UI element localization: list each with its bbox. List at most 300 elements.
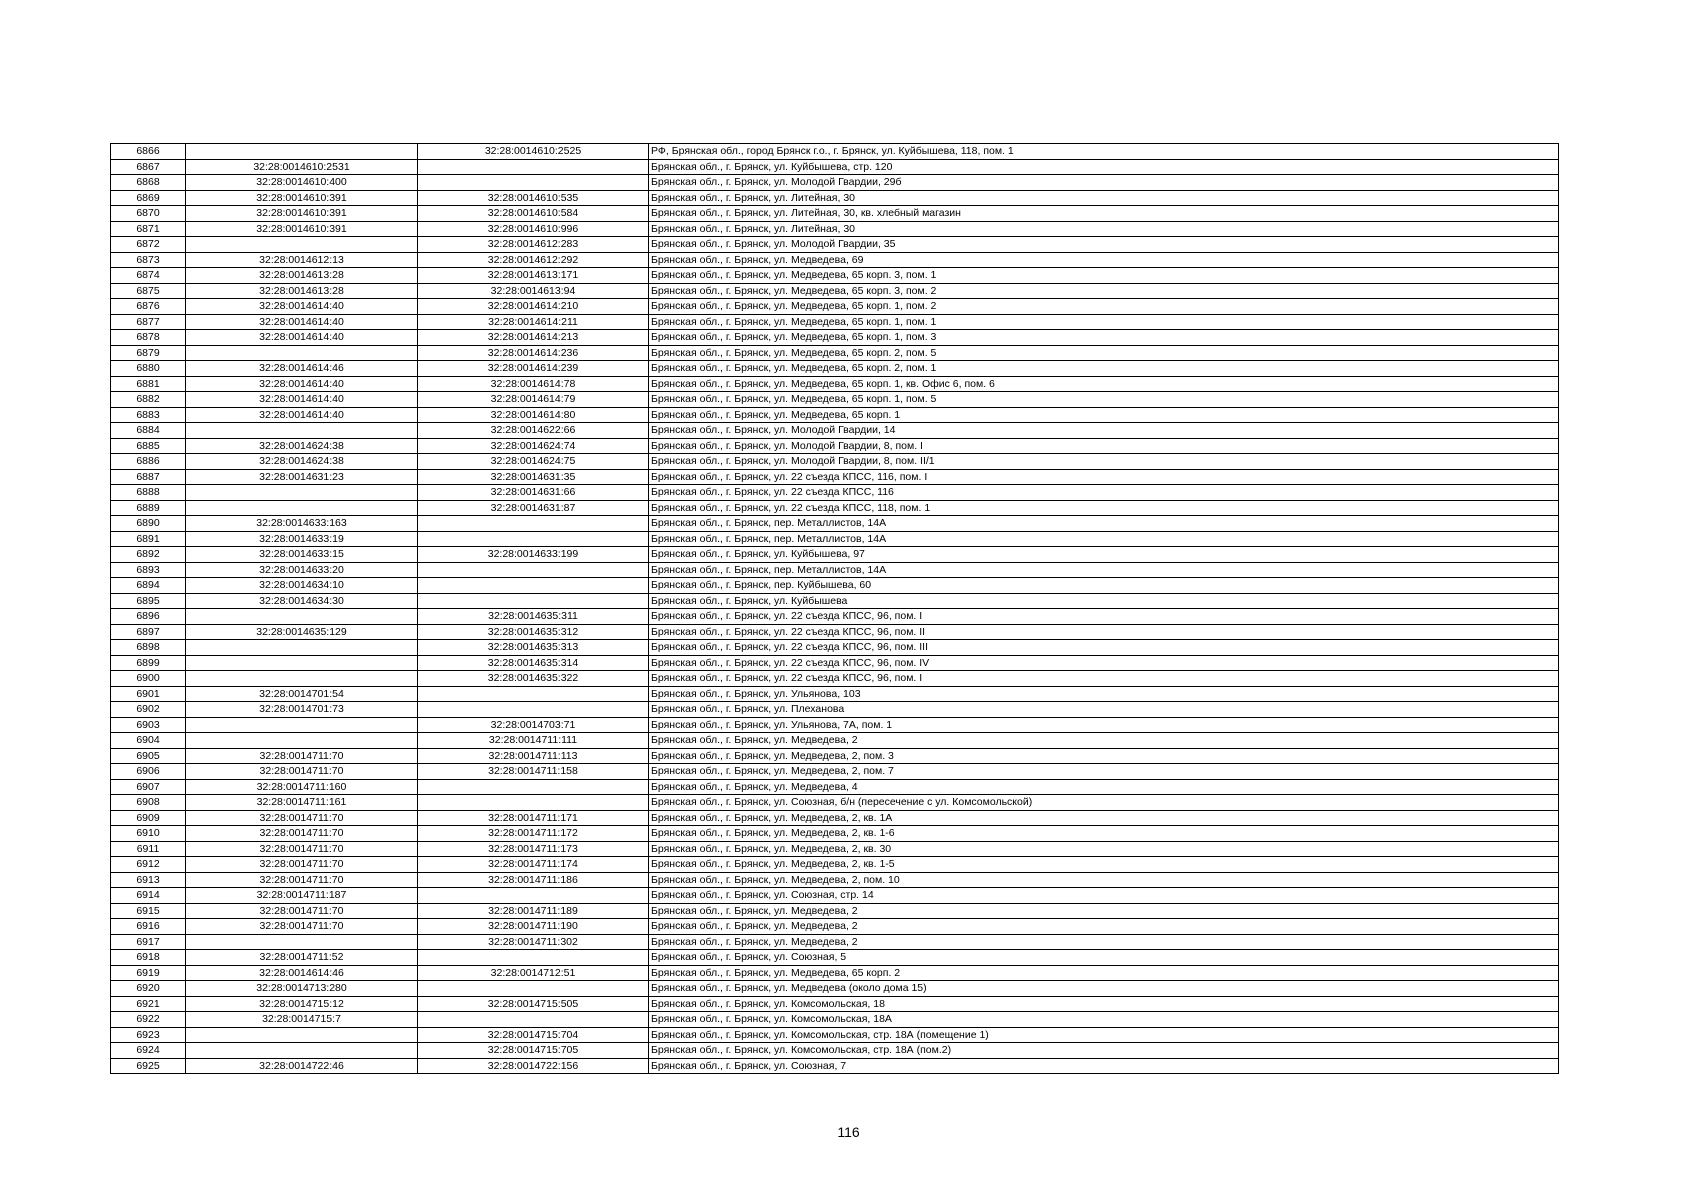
row-number-cell: 6905	[111, 748, 186, 764]
land-cadastral-number-cell	[186, 1027, 418, 1043]
land-cadastral-number-cell	[186, 237, 418, 253]
table-row	[111, 671, 1559, 687]
building-cadastral-number-cell	[418, 686, 649, 702]
building-cadastral-number-cell: 32:28:0014711:158	[418, 764, 649, 780]
row-number-cell: 6903	[111, 717, 186, 733]
land-cadastral-number-cell	[186, 1043, 418, 1059]
building-cadastral-number-cell: 32:28:0014711:186	[418, 872, 649, 888]
land-cadastral-number-cell: 32:28:0014711:70	[186, 826, 418, 842]
address-cell: Брянская обл., г. Брянск, ул. Медведева, 2	[649, 919, 1559, 935]
row-number-cell: 6918	[111, 950, 186, 966]
row-number-cell: 6909	[111, 810, 186, 826]
land-cadastral-number-cell: 32:28:0014715:7	[186, 1012, 418, 1028]
building-cadastral-number-cell	[418, 159, 649, 175]
table-row	[111, 268, 1559, 284]
address-cell: Брянская обл., г. Брянск, ул. Молодой Гвардии, 35	[649, 237, 1559, 253]
row-number-cell: 6886	[111, 454, 186, 470]
table-row	[111, 175, 1559, 191]
building-cadastral-number-cell: 32:28:0014635:311	[418, 609, 649, 625]
land-cadastral-number-cell: 32:28:0014713:280	[186, 981, 418, 997]
building-cadastral-number-cell	[418, 578, 649, 594]
table-row	[111, 206, 1559, 222]
table-row	[111, 283, 1559, 299]
land-cadastral-number-cell	[186, 655, 418, 671]
address-cell: Брянская обл., г. Брянск, пер. Металлистов, 14А	[649, 516, 1559, 532]
row-number-cell: 6877	[111, 314, 186, 330]
land-cadastral-number-cell: 32:28:0014711:70	[186, 919, 418, 935]
address-cell: Брянская обл., г. Брянск, ул. Плеханова	[649, 702, 1559, 718]
row-number-cell: 6904	[111, 733, 186, 749]
table-row	[111, 485, 1559, 501]
land-cadastral-number-cell: 32:28:0014711:52	[186, 950, 418, 966]
row-number-cell: 6872	[111, 237, 186, 253]
land-cadastral-number-cell	[186, 609, 418, 625]
table-row	[111, 252, 1559, 268]
table-row	[111, 500, 1559, 516]
table-row	[111, 779, 1559, 795]
building-cadastral-number-cell	[418, 516, 649, 532]
land-cadastral-number-cell: 32:28:0014614:46	[186, 965, 418, 981]
address-cell: Брянская обл., г. Брянск, ул. Медведева, 2, кв. 1А	[649, 810, 1559, 826]
address-cell: Брянская обл., г. Брянск, ул. Ульянова, 103	[649, 686, 1559, 702]
row-number-cell: 6882	[111, 392, 186, 408]
row-number-cell: 6891	[111, 531, 186, 547]
row-number-cell: 6890	[111, 516, 186, 532]
row-number-cell: 6900	[111, 671, 186, 687]
table-row	[111, 934, 1559, 950]
building-cadastral-number-cell	[418, 888, 649, 904]
address-cell: Брянская обл., г. Брянск, пер. Металлистов, 14А	[649, 562, 1559, 578]
table-row	[111, 562, 1559, 578]
address-cell: Брянская обл., г. Брянск, ул. 22 съезда КПСС, 96, пом. II	[649, 624, 1559, 640]
row-number-cell: 6889	[111, 500, 186, 516]
land-cadastral-number-cell: 32:28:0014711:187	[186, 888, 418, 904]
table-row	[111, 950, 1559, 966]
table-row	[111, 299, 1559, 315]
row-number-cell: 6892	[111, 547, 186, 563]
building-cadastral-number-cell: 32:28:0014614:79	[418, 392, 649, 408]
building-cadastral-number-cell: 32:28:0014612:283	[418, 237, 649, 253]
row-number-cell: 6869	[111, 190, 186, 206]
address-cell: Брянская обл., г. Брянск, ул. Медведева, 65 корп. 2	[649, 965, 1559, 981]
land-cadastral-number-cell: 32:28:0014711:70	[186, 748, 418, 764]
row-number-cell: 6883	[111, 407, 186, 423]
row-number-cell: 6879	[111, 345, 186, 361]
address-cell: Брянская обл., г. Брянск, ул. Куйбышева, стр. 120	[649, 159, 1559, 175]
address-cell: Брянская обл., г. Брянск, ул. Комсомольская, стр. 18А (помещение 1)	[649, 1027, 1559, 1043]
address-cell: Брянская обл., г. Брянск, ул. Медведева (около дома 15)	[649, 981, 1559, 997]
address-cell: Брянская обл., г. Брянск, ул. Литейная, 30	[649, 221, 1559, 237]
address-cell: Брянская обл., г. Брянск, ул. Молодой Гвардии, 8, пом. II/1	[649, 454, 1559, 470]
land-cadastral-number-cell: 32:28:0014614:46	[186, 361, 418, 377]
table-row	[111, 965, 1559, 981]
building-cadastral-number-cell: 32:28:0014711:172	[418, 826, 649, 842]
table-row	[111, 159, 1559, 175]
row-number-cell: 6895	[111, 593, 186, 609]
table-row	[111, 314, 1559, 330]
address-cell: Брянская обл., г. Брянск, ул. Медведева, 65 корп. 1, пом. 2	[649, 299, 1559, 315]
address-cell: Брянская обл., г. Брянск, ул. Союзная, 5	[649, 950, 1559, 966]
row-number-cell: 6911	[111, 841, 186, 857]
table-row	[111, 423, 1559, 439]
building-cadastral-number-cell: 32:28:0014610:584	[418, 206, 649, 222]
address-cell: Брянская обл., г. Брянск, ул. Медведева, 65 корп. 1, кв. Офис 6, пом. 6	[649, 376, 1559, 392]
address-cell: Брянская обл., г. Брянск, ул. Медведева, 65 корп. 3, пом. 2	[649, 283, 1559, 299]
land-cadastral-number-cell: 32:28:0014635:129	[186, 624, 418, 640]
table-body	[111, 144, 1559, 1074]
building-cadastral-number-cell: 32:28:0014711:171	[418, 810, 649, 826]
land-cadastral-number-cell	[186, 934, 418, 950]
row-number-cell: 6910	[111, 826, 186, 842]
land-cadastral-number-cell: 32:28:0014711:70	[186, 872, 418, 888]
row-number-cell: 6899	[111, 655, 186, 671]
row-number-cell: 6912	[111, 857, 186, 873]
row-number-cell: 6887	[111, 469, 186, 485]
land-cadastral-number-cell: 32:28:0014633:163	[186, 516, 418, 532]
address-cell: Брянская обл., г. Брянск, ул. Литейная, 30, кв. хлебный магазин	[649, 206, 1559, 222]
table-row	[111, 872, 1559, 888]
row-number-cell: 6868	[111, 175, 186, 191]
address-cell: Брянская обл., г. Брянск, ул. Медведева, 65 корп. 1, пом. 1	[649, 314, 1559, 330]
land-cadastral-number-cell: 32:28:0014614:40	[186, 330, 418, 346]
building-cadastral-number-cell: 32:28:0014631:66	[418, 485, 649, 501]
table-row	[111, 516, 1559, 532]
row-number-cell: 6902	[111, 702, 186, 718]
land-cadastral-number-cell: 32:28:0014610:391	[186, 206, 418, 222]
address-cell: Брянская обл., г. Брянск, ул. Литейная, 30	[649, 190, 1559, 206]
row-number-cell: 6873	[111, 252, 186, 268]
address-cell: Брянская обл., г. Брянск, пер. Куйбышева, 60	[649, 578, 1559, 594]
building-cadastral-number-cell: 32:28:0014711:190	[418, 919, 649, 935]
row-number-cell: 6875	[111, 283, 186, 299]
building-cadastral-number-cell: 32:28:0014612:292	[418, 252, 649, 268]
table-row	[111, 996, 1559, 1012]
table-row	[111, 578, 1559, 594]
land-cadastral-number-cell: 32:28:0014614:40	[186, 407, 418, 423]
address-cell: Брянская обл., г. Брянск, ул. Медведева, 2	[649, 934, 1559, 950]
land-cadastral-number-cell	[186, 500, 418, 516]
building-cadastral-number-cell: 32:28:0014613:94	[418, 283, 649, 299]
row-number-cell: 6894	[111, 578, 186, 594]
table-row	[111, 190, 1559, 206]
address-cell: Брянская обл., г. Брянск, ул. 22 съезда КПСС, 96, пом. III	[649, 640, 1559, 656]
address-cell: Брянская обл., г. Брянск, ул. Медведева, 4	[649, 779, 1559, 795]
land-cadastral-number-cell	[186, 640, 418, 656]
address-cell: Брянская обл., г. Брянск, ул. Ульянова, 7А, пом. 1	[649, 717, 1559, 733]
table-row	[111, 810, 1559, 826]
building-cadastral-number-cell: 32:28:0014711:189	[418, 903, 649, 919]
building-cadastral-number-cell: 32:28:0014712:51	[418, 965, 649, 981]
table-row	[111, 702, 1559, 718]
building-cadastral-number-cell	[418, 950, 649, 966]
table-row	[111, 655, 1559, 671]
row-number-cell: 6880	[111, 361, 186, 377]
land-cadastral-number-cell: 32:28:0014711:161	[186, 795, 418, 811]
address-cell: Брянская обл., г. Брянск, ул. 22 съезда КПСС, 96, пом. I	[649, 609, 1559, 625]
table-row	[111, 764, 1559, 780]
row-number-cell: 6870	[111, 206, 186, 222]
table-row	[111, 376, 1559, 392]
address-cell: Брянская обл., г. Брянск, ул. Медведева, 65 корп. 1, пом. 3	[649, 330, 1559, 346]
table-row	[111, 547, 1559, 563]
land-cadastral-number-cell: 32:28:0014614:40	[186, 376, 418, 392]
land-cadastral-number-cell: 32:28:0014711:70	[186, 764, 418, 780]
building-cadastral-number-cell: 32:28:0014614:213	[418, 330, 649, 346]
building-cadastral-number-cell	[418, 702, 649, 718]
table-row	[111, 841, 1559, 857]
table-row	[111, 1012, 1559, 1028]
land-cadastral-number-cell: 32:28:0014610:391	[186, 221, 418, 237]
table-row	[111, 888, 1559, 904]
building-cadastral-number-cell: 32:28:0014711:302	[418, 934, 649, 950]
row-number-cell: 6896	[111, 609, 186, 625]
data-table	[110, 143, 1559, 1074]
building-cadastral-number-cell: 32:28:0014631:35	[418, 469, 649, 485]
table-row	[111, 624, 1559, 640]
address-cell: Брянская обл., г. Брянск, ул. Медведева, 65 корп. 2, пом. 1	[649, 361, 1559, 377]
table-row	[111, 392, 1559, 408]
building-cadastral-number-cell	[418, 981, 649, 997]
land-cadastral-number-cell	[186, 671, 418, 687]
building-cadastral-number-cell	[418, 531, 649, 547]
table-row	[111, 733, 1559, 749]
table-row	[111, 593, 1559, 609]
building-cadastral-number-cell	[418, 175, 649, 191]
building-cadastral-number-cell: 32:28:0014614:239	[418, 361, 649, 377]
address-cell: Брянская обл., г. Брянск, ул. Комсомольская, 18А	[649, 1012, 1559, 1028]
land-cadastral-number-cell: 32:28:0014722:46	[186, 1058, 418, 1074]
row-number-cell: 6922	[111, 1012, 186, 1028]
row-number-cell: 6923	[111, 1027, 186, 1043]
row-number-cell: 6906	[111, 764, 186, 780]
row-number-cell: 6913	[111, 872, 186, 888]
table-row	[111, 717, 1559, 733]
land-cadastral-number-cell	[186, 717, 418, 733]
address-cell: Брянская обл., г. Брянск, ул. Медведева, 2, кв. 1-5	[649, 857, 1559, 873]
building-cadastral-number-cell: 32:28:0014635:312	[418, 624, 649, 640]
building-cadastral-number-cell	[418, 1012, 649, 1028]
row-number-cell: 6921	[111, 996, 186, 1012]
land-cadastral-number-cell	[186, 345, 418, 361]
building-cadastral-number-cell: 32:28:0014703:71	[418, 717, 649, 733]
land-cadastral-number-cell: 32:28:0014613:28	[186, 283, 418, 299]
table-row	[111, 438, 1559, 454]
building-cadastral-number-cell	[418, 795, 649, 811]
row-number-cell: 6914	[111, 888, 186, 904]
address-cell: Брянская обл., г. Брянск, ул. Молодой Гвардии, 14	[649, 423, 1559, 439]
row-number-cell: 6885	[111, 438, 186, 454]
building-cadastral-number-cell: 32:28:0014614:210	[418, 299, 649, 315]
land-cadastral-number-cell: 32:28:0014614:40	[186, 392, 418, 408]
building-cadastral-number-cell: 32:28:0014711:113	[418, 748, 649, 764]
row-number-cell: 6888	[111, 485, 186, 501]
land-cadastral-number-cell: 32:28:0014633:19	[186, 531, 418, 547]
row-number-cell: 6878	[111, 330, 186, 346]
address-cell: Брянская обл., г. Брянск, ул. Медведева, 2, пом. 3	[649, 748, 1559, 764]
row-number-cell: 6898	[111, 640, 186, 656]
building-cadastral-number-cell: 32:28:0014635:313	[418, 640, 649, 656]
land-cadastral-number-cell: 32:28:0014711:70	[186, 903, 418, 919]
table-row	[111, 903, 1559, 919]
address-cell: Брянская обл., г. Брянск, ул. Союзная, стр. 14	[649, 888, 1559, 904]
land-cadastral-number-cell: 32:28:0014612:13	[186, 252, 418, 268]
land-cadastral-number-cell: 32:28:0014711:70	[186, 841, 418, 857]
row-number-cell: 6867	[111, 159, 186, 175]
table-row	[111, 237, 1559, 253]
land-cadastral-number-cell: 32:28:0014711:70	[186, 810, 418, 826]
row-number-cell: 6884	[111, 423, 186, 439]
building-cadastral-number-cell: 32:28:0014610:2525	[418, 144, 649, 160]
table-row	[111, 857, 1559, 873]
building-cadastral-number-cell	[418, 593, 649, 609]
row-number-cell: 6893	[111, 562, 186, 578]
land-cadastral-number-cell: 32:28:0014701:54	[186, 686, 418, 702]
address-cell: Брянская обл., г. Брянск, ул. Медведева, 2, пом. 7	[649, 764, 1559, 780]
address-cell: Брянская обл., г. Брянск, ул. Медведева, 2, кв. 30	[649, 841, 1559, 857]
table-row	[111, 144, 1559, 160]
address-cell: Брянская обл., г. Брянск, ул. Куйбышева, 97	[649, 547, 1559, 563]
table-row	[111, 609, 1559, 625]
table-row	[111, 469, 1559, 485]
address-cell: Брянская обл., г. Брянск, ул. 22 съезда КПСС, 118, пом. 1	[649, 500, 1559, 516]
land-cadastral-number-cell: 32:28:0014624:38	[186, 454, 418, 470]
building-cadastral-number-cell: 32:28:0014610:535	[418, 190, 649, 206]
address-cell: Брянская обл., г. Брянск, ул. Союзная, 7	[649, 1058, 1559, 1074]
address-cell: Брянская обл., г. Брянск, ул. Медведева, 2, пом. 10	[649, 872, 1559, 888]
table-row	[111, 1027, 1559, 1043]
row-number-cell: 6908	[111, 795, 186, 811]
address-cell: Брянская обл., г. Брянск, ул. Комсомольская, стр. 18А (пом.2)	[649, 1043, 1559, 1059]
building-cadastral-number-cell: 32:28:0014624:75	[418, 454, 649, 470]
address-cell: Брянская обл., г. Брянск, ул. Медведева, 2	[649, 733, 1559, 749]
building-cadastral-number-cell: 32:28:0014633:199	[418, 547, 649, 563]
building-cadastral-number-cell: 32:28:0014711:173	[418, 841, 649, 857]
row-number-cell: 6901	[111, 686, 186, 702]
address-cell: Брянская обл., г. Брянск, ул. Союзная, б/н (пересечение с ул. Комсомольской)	[649, 795, 1559, 811]
address-cell: Брянская обл., г. Брянск, ул. Медведева, 65 корп. 2, пом. 5	[649, 345, 1559, 361]
building-cadastral-number-cell: 32:28:0014614:236	[418, 345, 649, 361]
address-cell: Брянская обл., г. Брянск, пер. Металлистов, 14А	[649, 531, 1559, 547]
land-cadastral-number-cell: 32:28:0014610:391	[186, 190, 418, 206]
land-cadastral-number-cell	[186, 485, 418, 501]
land-cadastral-number-cell: 32:28:0014633:20	[186, 562, 418, 578]
address-cell: Брянская обл., г. Брянск, ул. Медведева, 65 корп. 3, пом. 1	[649, 268, 1559, 284]
building-cadastral-number-cell	[418, 779, 649, 795]
land-cadastral-number-cell: 32:28:0014613:28	[186, 268, 418, 284]
building-cadastral-number-cell: 32:28:0014614:78	[418, 376, 649, 392]
table-row	[111, 919, 1559, 935]
address-cell: Брянская обл., г. Брянск, ул. Медведева, 65 корп. 1	[649, 407, 1559, 423]
land-cadastral-number-cell: 32:28:0014624:38	[186, 438, 418, 454]
row-number-cell: 6920	[111, 981, 186, 997]
table-row	[111, 826, 1559, 842]
land-cadastral-number-cell: 32:28:0014634:30	[186, 593, 418, 609]
table-row	[111, 531, 1559, 547]
address-cell: Брянская обл., г. Брянск, ул. Медведева, 69	[649, 252, 1559, 268]
address-cell: Брянская обл., г. Брянск, ул. Куйбышева	[649, 593, 1559, 609]
table-row	[111, 1043, 1559, 1059]
land-cadastral-number-cell: 32:28:0014701:73	[186, 702, 418, 718]
land-cadastral-number-cell: 32:28:0014633:15	[186, 547, 418, 563]
building-cadastral-number-cell: 32:28:0014613:171	[418, 268, 649, 284]
row-number-cell: 6866	[111, 144, 186, 160]
building-cadastral-number-cell: 32:28:0014711:174	[418, 857, 649, 873]
address-cell: Брянская обл., г. Брянск, ул. Молодой Гвардии, 8, пом. I	[649, 438, 1559, 454]
building-cadastral-number-cell: 32:28:0014722:156	[418, 1058, 649, 1074]
row-number-cell: 6874	[111, 268, 186, 284]
land-cadastral-number-cell: 32:28:0014610:2531	[186, 159, 418, 175]
table-row	[111, 640, 1559, 656]
table-row	[111, 795, 1559, 811]
table-row	[111, 981, 1559, 997]
table-row	[111, 454, 1559, 470]
address-cell: Брянская обл., г. Брянск, ул. 22 съезда КПСС, 116, пом. I	[649, 469, 1559, 485]
building-cadastral-number-cell: 32:28:0014635:314	[418, 655, 649, 671]
building-cadastral-number-cell: 32:28:0014635:322	[418, 671, 649, 687]
land-cadastral-number-cell: 32:28:0014715:12	[186, 996, 418, 1012]
building-cadastral-number-cell: 32:28:0014711:111	[418, 733, 649, 749]
row-number-cell: 6907	[111, 779, 186, 795]
building-cadastral-number-cell: 32:28:0014715:705	[418, 1043, 649, 1059]
building-cadastral-number-cell: 32:28:0014715:505	[418, 996, 649, 1012]
building-cadastral-number-cell	[418, 562, 649, 578]
address-cell: Брянская обл., г. Брянск, ул. 22 съезда КПСС, 116	[649, 485, 1559, 501]
table-row	[111, 748, 1559, 764]
table-row	[111, 1058, 1559, 1074]
building-cadastral-number-cell: 32:28:0014614:211	[418, 314, 649, 330]
building-cadastral-number-cell: 32:28:0014622:66	[418, 423, 649, 439]
row-number-cell: 6919	[111, 965, 186, 981]
building-cadastral-number-cell: 32:28:0014715:704	[418, 1027, 649, 1043]
page-number: 116	[837, 1124, 860, 1140]
row-number-cell: 6897	[111, 624, 186, 640]
row-number-cell: 6925	[111, 1058, 186, 1074]
address-cell: Брянская обл., г. Брянск, ул. Молодой Гвардии, 29б	[649, 175, 1559, 191]
row-number-cell: 6871	[111, 221, 186, 237]
row-number-cell: 6917	[111, 934, 186, 950]
table-row	[111, 345, 1559, 361]
address-cell: Брянская обл., г. Брянск, ул. Медведева, 2, кв. 1-6	[649, 826, 1559, 842]
table-row	[111, 686, 1559, 702]
address-cell: Брянская обл., г. Брянск, ул. Медведева, 65 корп. 1, пом. 5	[649, 392, 1559, 408]
land-cadastral-number-cell: 32:28:0014711:160	[186, 779, 418, 795]
land-cadastral-number-cell: 32:28:0014631:23	[186, 469, 418, 485]
row-number-cell: 6915	[111, 903, 186, 919]
land-cadastral-number-cell: 32:28:0014614:40	[186, 314, 418, 330]
row-number-cell: 6924	[111, 1043, 186, 1059]
row-number-cell: 6876	[111, 299, 186, 315]
address-cell: Брянская обл., г. Брянск, ул. 22 съезда КПСС, 96, пом. I	[649, 671, 1559, 687]
land-cadastral-number-cell: 32:28:0014614:40	[186, 299, 418, 315]
address-cell: РФ, Брянская обл., город Брянск г.о., г. Брянск, ул. Куйбышева, 118, пом. 1	[649, 144, 1559, 160]
land-cadastral-number-cell: 32:28:0014634:10	[186, 578, 418, 594]
table-row	[111, 407, 1559, 423]
land-cadastral-number-cell: 32:28:0014610:400	[186, 175, 418, 191]
building-cadastral-number-cell: 32:28:0014631:87	[418, 500, 649, 516]
row-number-cell: 6916	[111, 919, 186, 935]
building-cadastral-number-cell: 32:28:0014614:80	[418, 407, 649, 423]
land-cadastral-number-cell	[186, 144, 418, 160]
table-row	[111, 361, 1559, 377]
table-row	[111, 330, 1559, 346]
address-cell: Брянская обл., г. Брянск, ул. 22 съезда КПСС, 96, пом. IV	[649, 655, 1559, 671]
row-number-cell: 6881	[111, 376, 186, 392]
land-cadastral-number-cell: 32:28:0014711:70	[186, 857, 418, 873]
building-cadastral-number-cell: 32:28:0014610:996	[418, 221, 649, 237]
land-cadastral-number-cell	[186, 423, 418, 439]
address-cell: Брянская обл., г. Брянск, ул. Комсомольская, 18	[649, 996, 1559, 1012]
building-cadastral-number-cell: 32:28:0014624:74	[418, 438, 649, 454]
